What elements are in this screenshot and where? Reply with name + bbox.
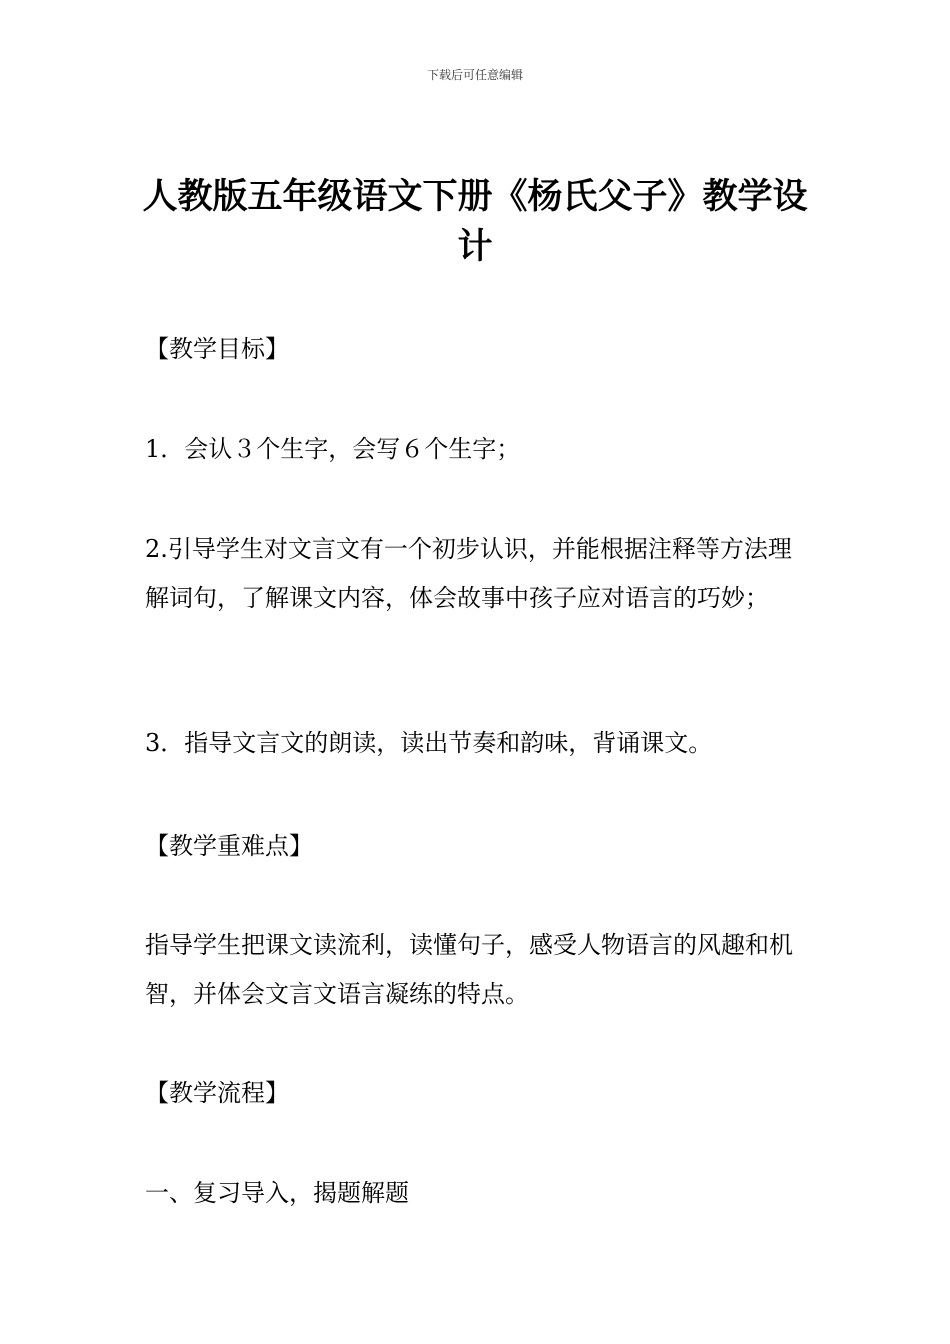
process-step-1: 一、复习导入，揭题解题: [145, 1179, 409, 1207]
goal-1: 1．会认３个生字，会写６个生字；: [145, 435, 521, 463]
goal-2: 2.引导学生对文言文有一个初步认识，并能根据注释等方法理解词句，了解课文内容，体会故事中孩子应对语言的巧妙；: [145, 535, 792, 612]
key-points-text: 指导学生把课文读流利，读懂句子，感受人物语言的风趣和机智，并体会文言文语言凝练的特点。: [145, 931, 793, 1008]
goals-heading: 【教学目标】: [145, 335, 289, 363]
goal-3: 3．指导文言文的朗读，读出节奏和韵味，背诵课文。: [145, 729, 713, 757]
key-points-heading: 【教学重难点】: [145, 832, 313, 860]
header-note: 下载后可任意编辑: [426, 68, 523, 82]
process-heading: 【教学流程】: [145, 1079, 289, 1107]
document-title: 人教版五年级语文下册《杨氏父子》教学设计: [142, 177, 808, 267]
